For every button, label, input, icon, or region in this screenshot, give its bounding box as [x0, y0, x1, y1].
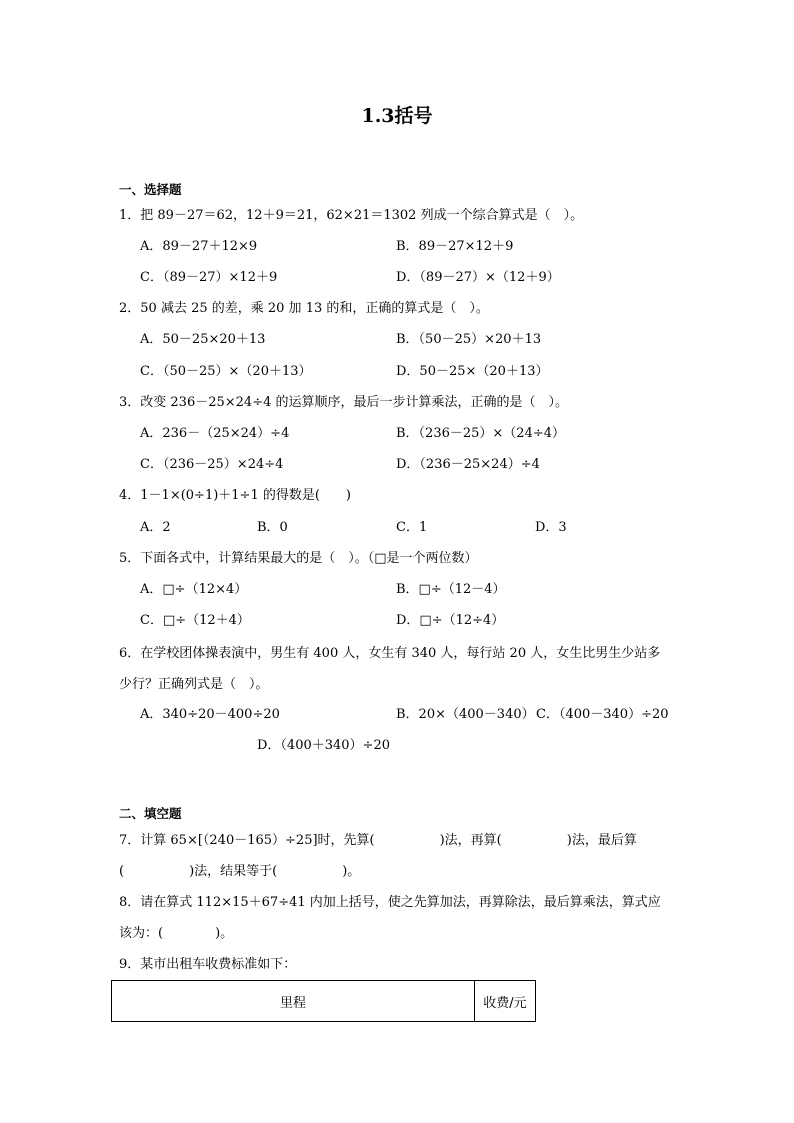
- question-1-option-d: D．（89－27）×（12＋9）: [396, 270, 560, 285]
- question-3-option-b: B．（236－25）×（24÷4）: [396, 426, 566, 441]
- fare-table: [111, 980, 536, 1022]
- question-7-line1: 7．计算 65×[（240－165）÷25]时，先算( )法，再算( )法，最后算: [119, 833, 637, 848]
- question-4-option-c: C．1: [396, 520, 428, 535]
- page-title: 1.3括号: [361, 105, 433, 127]
- question-3-option-d: D．（236－25×24）÷4: [396, 457, 540, 472]
- question-5-stem: 5．下面各式中，计算结果最大的是（ ）。（□是一个两位数）: [119, 551, 478, 566]
- fare-table-header-distance: 里程: [112, 981, 475, 1021]
- fare-table-header-fee: 收费/元: [483, 995, 527, 1011]
- question-2-option-a: A．50－25×20＋13: [140, 332, 266, 347]
- question-6-option-c: C．（400－340）÷20: [536, 707, 669, 722]
- question-6-option-a: A．340÷20－400÷20: [140, 707, 280, 722]
- question-4-option-b: B．0: [257, 520, 288, 535]
- question-3-stem: 3．改变 236－25×24÷4 的运算顺序，最后一步计算乘法，正确的是（ ）。: [119, 395, 568, 410]
- question-5-option-a: A．□÷（12×4）: [140, 582, 248, 597]
- section-heading-fill: 二、填空题: [119, 806, 182, 821]
- question-4-stem: 4．1－1×(0÷1)＋1÷1 的得数是( ): [119, 488, 351, 503]
- question-3-option-a: A．236－（25×24）÷4: [140, 426, 290, 441]
- question-4-option-a: A．2: [140, 520, 171, 535]
- question-1-option-a: A．89－27＋12×9: [140, 239, 258, 254]
- question-6-option-b: B．20×（400－340）: [396, 707, 535, 722]
- question-2-stem: 2．50 减去 25 的差，乘 20 加 13 的和，正确的算式是（ ）。: [119, 301, 489, 316]
- question-5-option-c: C．□÷（12＋4）: [140, 613, 250, 628]
- question-3-option-c: C．（236－25）×24÷4: [140, 457, 284, 472]
- section-heading-choice: 一、选择题: [119, 182, 182, 197]
- question-5-option-d: D．□÷（12÷4）: [396, 613, 505, 628]
- question-6-stem-line1: 6．在学校团体操表演中，男生有 400 人，女生有 340 人，每行站 20 人，女生比男生少站多: [119, 646, 661, 661]
- question-9-stem: 9．某市出租车收费标准如下：: [119, 957, 297, 972]
- question-6-stem-line2: 少行？正确列式是（ ）。: [119, 677, 269, 692]
- question-2-option-d: D．50－25×（20＋13）: [396, 364, 549, 379]
- question-8-line2: 该为：( )。: [119, 926, 234, 941]
- question-2-option-b: B．（50－25）×20＋13: [396, 332, 542, 347]
- question-8-line1: 8．请在算式 112×15＋67÷41 内加上括号，使之先算加法，再算除法，最后算乘法，算式应: [119, 895, 661, 910]
- question-1-stem: 1．把 89－27＝62，12＋9＝21，62×21＝1302 列成一个综合算式是（ ）。: [119, 208, 584, 223]
- question-5-option-b: B．□÷（12－4）: [396, 582, 506, 597]
- question-6-option-d: D．（400＋340）÷20: [257, 738, 390, 753]
- question-4-option-d: D．3: [535, 520, 567, 535]
- question-2-option-c: C．（50－25）×（20＋13）: [140, 364, 312, 379]
- question-1-option-c: C．（89－27）×12＋9: [140, 270, 278, 285]
- question-1-option-b: B．89－27×12＋9: [396, 239, 514, 254]
- question-7-line2: ( )法，结果等于( )。: [119, 864, 361, 879]
